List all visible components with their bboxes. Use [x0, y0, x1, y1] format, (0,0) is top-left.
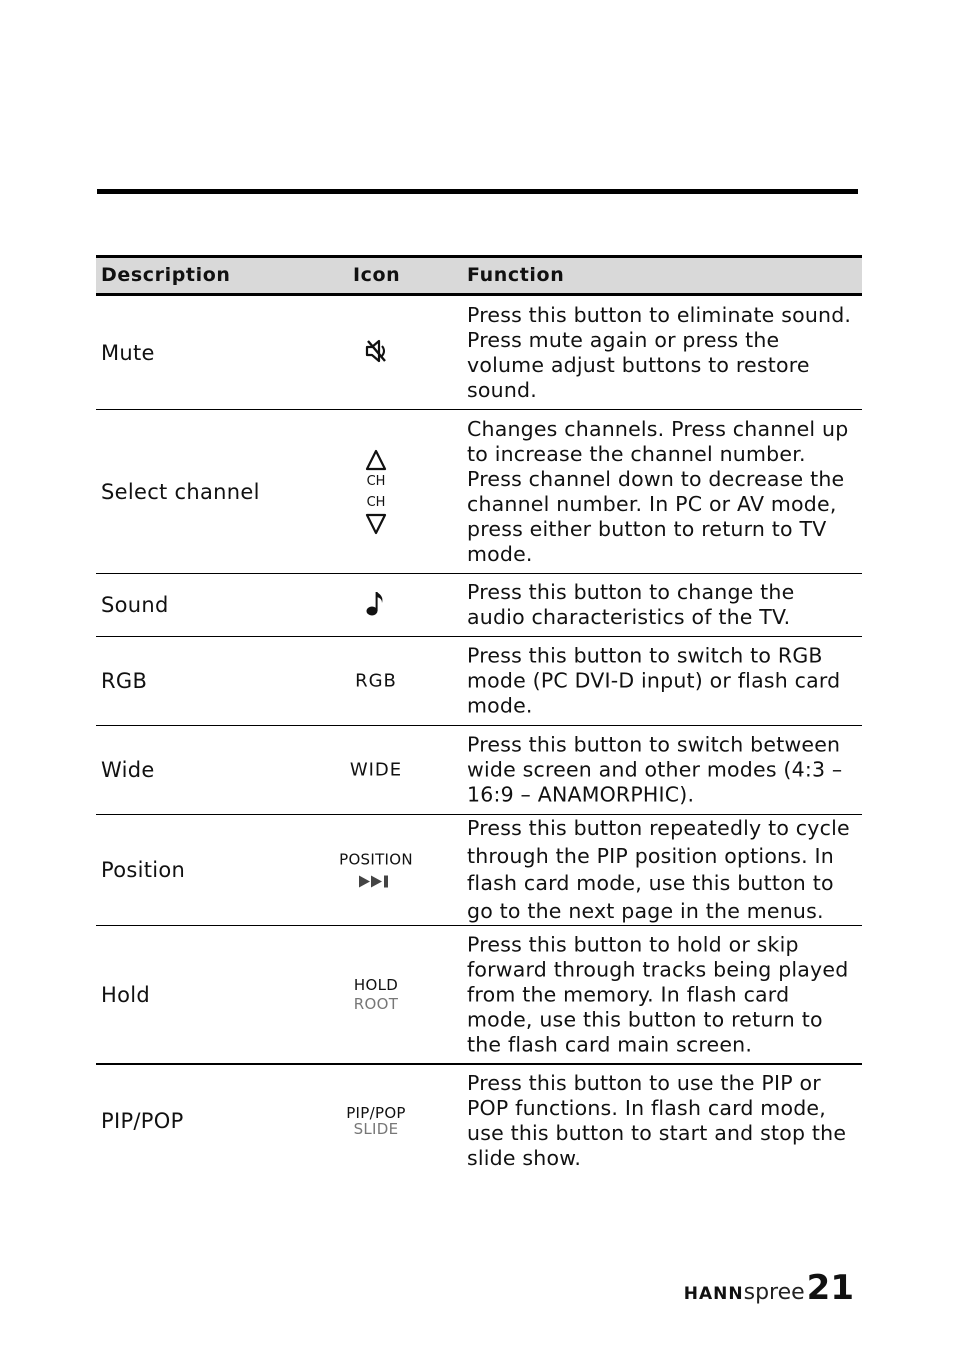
icon-cell — [306, 449, 446, 535]
channel-down-label: CH — [366, 494, 386, 510]
function-table — [96, 255, 862, 1177]
channel-up-label: CH — [366, 473, 386, 489]
function-cell: Press this button to switch between wide screen and other modes (4:3 – 16:9 – ANAMORPHIC). — [467, 732, 843, 807]
description-cell: Mute — [101, 340, 155, 365]
icon-cell — [306, 760, 446, 781]
page-number: 21 — [806, 1268, 854, 1308]
function-cell: Press this button to eliminate sound. Press mute again or press the volume adjust buttons to restore sound. — [467, 302, 852, 402]
icon-cell — [306, 589, 446, 621]
description-cell: RGB — [101, 669, 148, 693]
position-label: POSITION — [339, 850, 413, 869]
channel-down-icon — [365, 513, 387, 535]
wide-label: WIDE — [349, 759, 403, 781]
page-footer — [684, 1268, 854, 1308]
description-cell: PIP/POP — [101, 1109, 184, 1133]
icon-cell — [306, 338, 446, 368]
table-header — [96, 255, 862, 296]
channel-up-icon — [365, 449, 387, 471]
function-cell: Press this button to change the audio characteristics of the TV. — [467, 580, 795, 629]
table-row-sound — [96, 574, 862, 637]
description-cell: Select channel — [101, 479, 260, 504]
function-cell: Press this button to hold or skip forward through tracks being played from the memory. In flash card mode, use this button to return to the flash card main screen. — [467, 932, 849, 1056]
top-rule — [97, 189, 858, 194]
brand-logo-hann: HANN — [683, 1284, 744, 1304]
function-cell: Changes channels. Press channel up to increase the channel number. Press channel down to decrease the channel number. In PC or AV mode, press either button to return to TV mode. — [467, 416, 849, 566]
function-cell: Press this button to switch to RGB mode (PC DVI-D input) or flash card mode. — [467, 643, 841, 718]
rgb-label: RGB — [355, 670, 397, 692]
icon-cell — [306, 671, 446, 692]
table-row-mute — [96, 296, 862, 410]
table-row-position — [96, 815, 862, 926]
slide-label: SLIDE — [353, 1120, 399, 1138]
icon-cell — [306, 976, 446, 1014]
root-label: ROOT — [353, 994, 399, 1013]
header-description: Description — [101, 264, 231, 286]
icon-cell — [306, 1105, 446, 1137]
description-cell: Position — [101, 858, 186, 882]
description-cell: Hold — [101, 982, 151, 1007]
table-row-pip-pop — [96, 1065, 862, 1177]
table-row-rgb — [96, 637, 862, 726]
mute-icon — [363, 338, 389, 364]
table-row-select-channel — [96, 410, 862, 574]
description-cell: Sound — [101, 593, 169, 617]
hold-label: HOLD — [353, 975, 399, 994]
table-row-hold — [96, 926, 862, 1065]
function-cell: Press this button repeatedly to cycle through the PIP position options. In flash card mode, use this button to go to the next page in the menus. — [467, 816, 850, 923]
table-row-wide — [96, 726, 862, 815]
pip-pop-label: PIP/POP — [346, 1104, 406, 1122]
function-cell: Press this button to use the PIP or POP functions. In flash card mode, use this button to start and stop the slide show. — [467, 1071, 847, 1170]
header-function: Function — [467, 264, 565, 286]
brand-logo-spree: spree — [743, 1280, 805, 1305]
music-note-icon — [365, 589, 387, 617]
next-track-icon — [358, 874, 394, 890]
header-icon: Icon — [353, 264, 401, 286]
icon-cell — [306, 851, 446, 890]
description-cell: Wide — [101, 758, 155, 782]
